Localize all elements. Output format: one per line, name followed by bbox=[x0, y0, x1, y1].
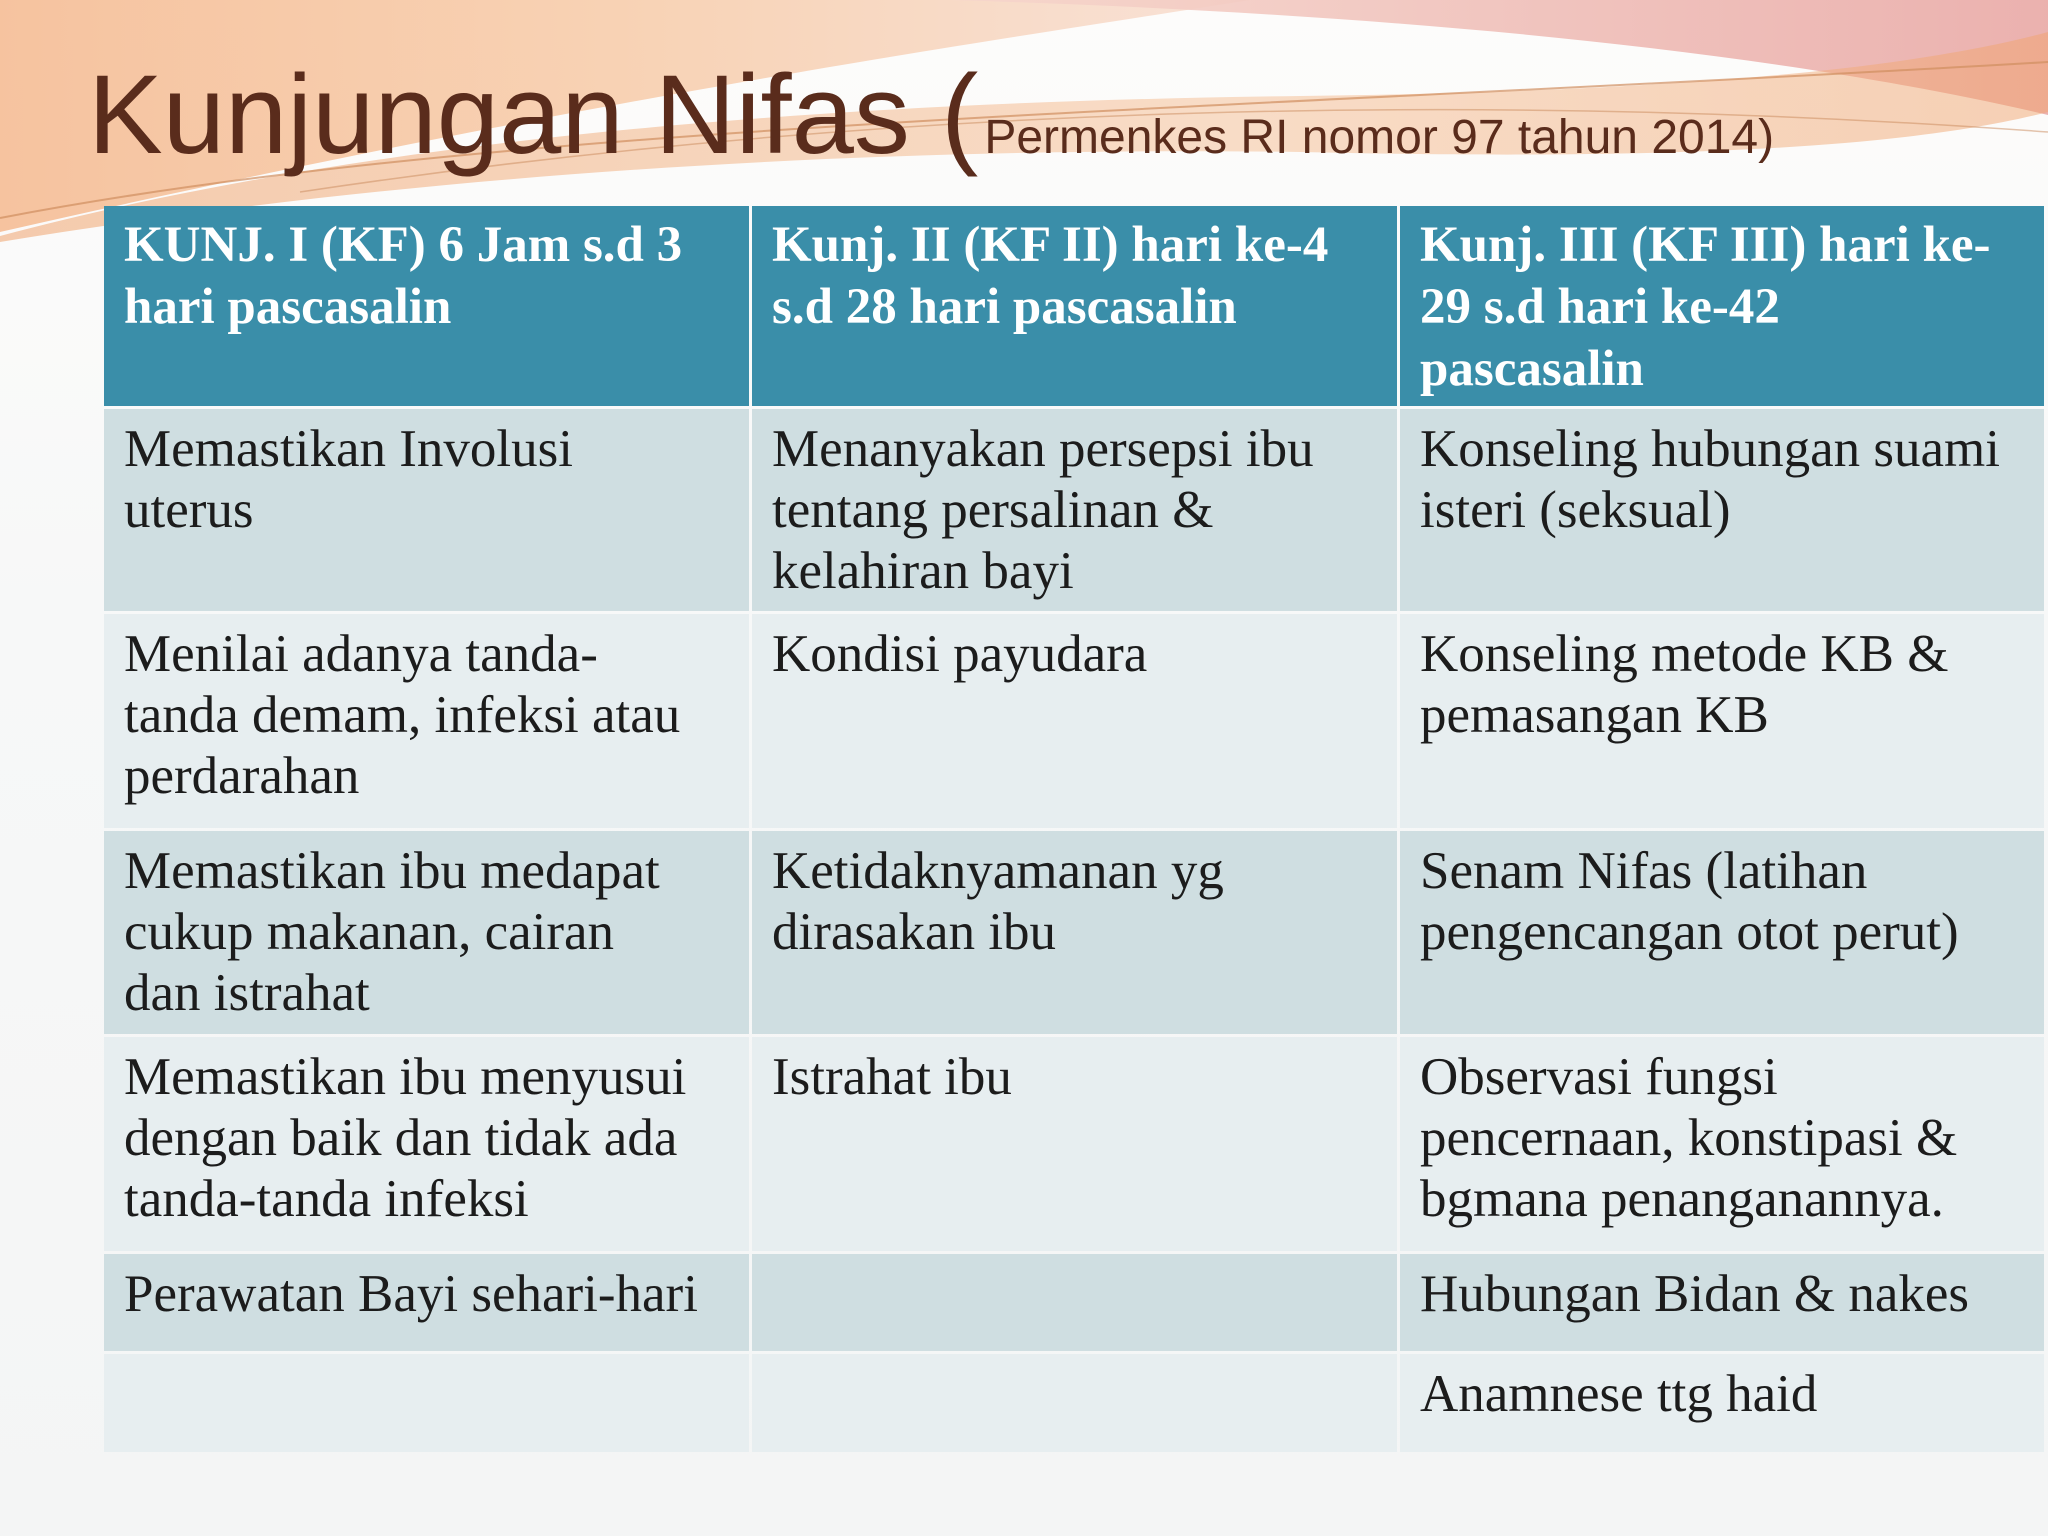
table-cell-r4-kf3: Observasi fungsi pencernaan, konstipasi & bgmana penanganannya. bbox=[1400, 1037, 2044, 1251]
table-cell-r6-kf3: Anamnese ttg haid bbox=[1400, 1354, 2044, 1452]
table-cell-r2-kf3: Konseling metode KB & pemasangan KB bbox=[1400, 614, 2044, 828]
table-cell-r5-kf2 bbox=[752, 1254, 1397, 1351]
table-cell-r2-kf2: Kondisi payudara bbox=[752, 614, 1397, 828]
table-cell-r5-kf1: Perawatan Bayi sehari-hari bbox=[104, 1254, 749, 1351]
table-cell-r6-kf2 bbox=[752, 1354, 1397, 1452]
table-header-kf3: Kunj. III (KF III) hari ke- 29 s.d hari ke-42 pascasalin bbox=[1400, 206, 2044, 406]
table-cell-r1-kf3: Konseling hubungan suami isteri (seksual) bbox=[1400, 409, 2044, 611]
table-cell-r3-kf2: Ketidaknyamanan yg dirasakan ibu bbox=[752, 831, 1397, 1034]
table-cell-r5-kf3: Hubungan Bidan & nakes bbox=[1400, 1254, 2044, 1351]
kunjungan-nifas-table bbox=[104, 206, 2044, 1452]
table-header-kf2: Kunj. II (KF II) hari ke-4 s.d 28 hari pascasalin bbox=[752, 206, 1397, 406]
table-cell-r4-kf1: Memastikan ibu menyusui dengan baik dan tidak ada tanda-tanda infeksi bbox=[104, 1037, 749, 1251]
table-cell-r1-kf2: Menanyakan persepsi ibu tentang persalinan & kelahiran bayi bbox=[752, 409, 1397, 611]
title-subtitle: Permenkes RI nomor 97 tahun 2014) bbox=[984, 111, 1775, 164]
table-cell-r3-kf1: Memastikan ibu medapat cukup makanan, cairan dan istrahat bbox=[104, 831, 749, 1034]
table-cell-r2-kf1: Menilai adanya tanda- tanda demam, infeksi atau perdarahan bbox=[104, 614, 749, 828]
table-header-kf1: KUNJ. I (KF) 6 Jam s.d 3 hari pascasalin bbox=[104, 206, 749, 406]
table-cell-r6-kf1 bbox=[104, 1354, 749, 1452]
table-cell-r3-kf3: Senam Nifas (latihan pengencangan otot perut) bbox=[1400, 831, 2044, 1034]
page-title bbox=[88, 50, 1774, 180]
table-cell-r4-kf2: Istrahat ibu bbox=[752, 1037, 1397, 1251]
table-cell-r1-kf1: Memastikan Involusi uterus bbox=[104, 409, 749, 611]
title-main: Kunjungan Nifas ( bbox=[88, 52, 979, 177]
